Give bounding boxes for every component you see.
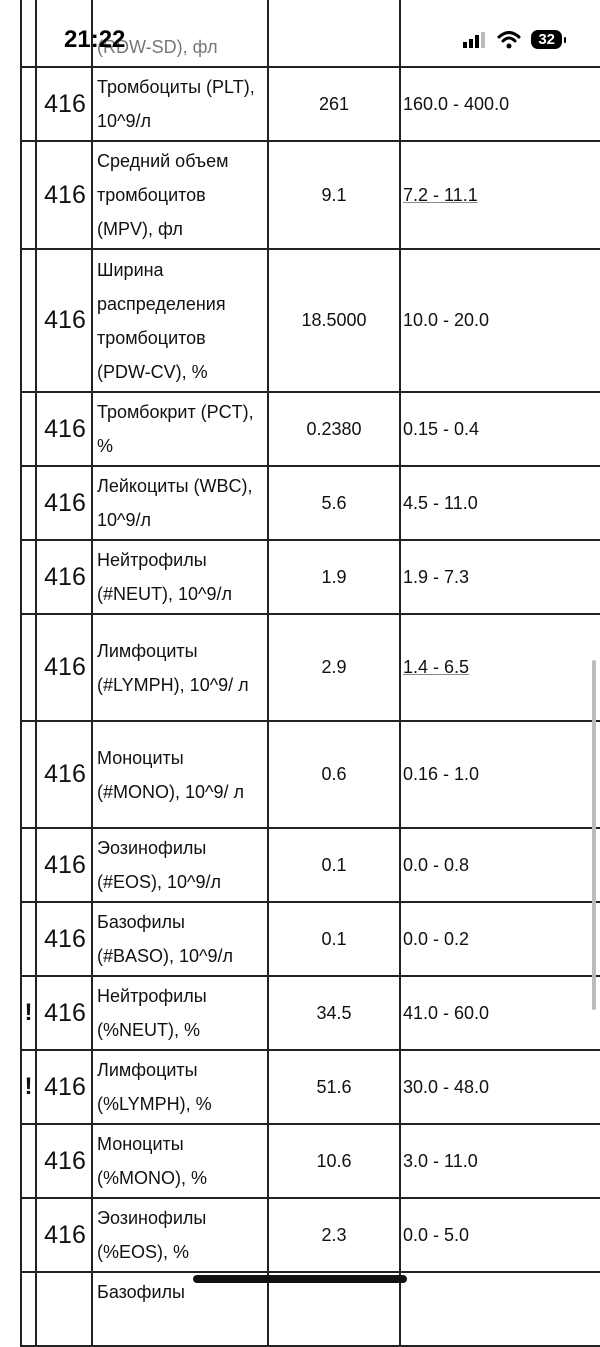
value-cell — [268, 392, 400, 466]
code-cell — [36, 1272, 92, 1346]
range-cell — [400, 466, 600, 540]
test-name: Лейкоциты (WBC), 10^9/л — [97, 476, 253, 530]
value-cell — [268, 249, 400, 392]
value-cell — [268, 1124, 400, 1198]
range-cell — [400, 392, 600, 466]
test-value: 0.1 — [321, 854, 347, 875]
test-code: 416 — [44, 488, 86, 517]
range-cell — [400, 976, 600, 1050]
flag-cell — [21, 0, 36, 67]
test-code: 416 — [44, 414, 86, 443]
value-cell — [268, 1198, 400, 1272]
test-value: 10.6 — [316, 1150, 352, 1171]
code-cell — [36, 1198, 92, 1272]
test-value: 9.1 — [321, 184, 347, 205]
value-cell — [268, 828, 400, 902]
scrollbar[interactable] — [592, 660, 596, 1010]
wifi-icon — [497, 31, 521, 49]
test-code: 416 — [44, 180, 86, 209]
flag-cell — [21, 1272, 36, 1346]
reference-range: 10.0 - 20.0 — [403, 310, 490, 330]
range-cell — [400, 249, 600, 392]
code-cell — [36, 392, 92, 466]
test-name: Базофилы (#BASO), 10^9/л — [97, 912, 234, 966]
table-row — [21, 614, 600, 721]
flag-cell — [21, 466, 36, 540]
table-row-partial-bottom — [21, 1272, 600, 1346]
test-code: 416 — [44, 562, 86, 591]
battery-icon: 32 — [531, 30, 562, 49]
flag-cell — [21, 1050, 36, 1124]
test-value: 1.9 — [321, 566, 347, 587]
test-name: (RDW-SD), фл — [97, 37, 218, 57]
test-name-cell — [92, 1124, 268, 1198]
lab-results-table — [20, 0, 600, 1347]
value-cell — [268, 141, 400, 249]
code-cell — [36, 721, 92, 828]
test-name-cell — [92, 67, 268, 141]
reference-range: 0.0 - 5.0 — [403, 1224, 470, 1245]
test-name: Тромбокрит (PCT), % — [97, 402, 254, 456]
code-cell — [36, 141, 92, 249]
reference-range: 160.0 - 400.0 — [403, 93, 510, 114]
table-row — [21, 1124, 600, 1198]
table-row — [21, 67, 600, 141]
home-indicator[interactable] — [193, 1275, 407, 1283]
test-value: 0.6 — [321, 764, 347, 784]
test-name: Лимфоциты (%LYMPH), % — [97, 1060, 212, 1114]
test-code: 416 — [44, 1072, 86, 1101]
test-name-cell — [92, 976, 268, 1050]
reference-range: 1.9 - 7.3 — [403, 566, 470, 587]
test-name-cell — [92, 466, 268, 540]
range-cell — [400, 902, 600, 976]
flag-cell — [21, 249, 36, 392]
test-code: 416 — [44, 850, 86, 879]
test-name-cell — [92, 141, 268, 249]
test-name-cell — [92, 540, 268, 614]
test-name-cell — [92, 392, 268, 466]
reference-range: 0.16 - 1.0 — [403, 764, 480, 784]
table-row — [21, 540, 600, 614]
value-cell — [268, 614, 400, 721]
reference-range: 0.0 - 0.8 — [403, 854, 470, 875]
flag-cell — [21, 721, 36, 828]
reference-range: 4.5 - 11.0 — [403, 492, 478, 513]
test-name: Ширина распределения тромбоцитов (PDW-CV), % — [97, 259, 226, 382]
test-name: Нейтрофилы (%NEUT), % — [97, 986, 207, 1040]
test-name: Тромбоциты (PLT), 10^9/л — [97, 77, 255, 131]
test-value: 5.6 — [321, 492, 347, 513]
range-cell — [400, 67, 600, 141]
code-cell — [36, 1124, 92, 1198]
test-code: 416 — [44, 653, 86, 681]
flag-cell — [21, 392, 36, 466]
table-row — [21, 1050, 600, 1124]
test-name-cell — [92, 828, 268, 902]
table-row — [21, 721, 600, 828]
flag-cell — [21, 141, 36, 249]
test-name-cell — [92, 902, 268, 976]
reference-range: 0.0 - 0.2 — [403, 928, 470, 949]
code-cell — [36, 466, 92, 540]
flag-marker: ! — [24, 999, 33, 1026]
table-row — [21, 902, 600, 976]
test-name-cell — [92, 614, 268, 721]
code-cell — [36, 1050, 92, 1124]
code-cell — [36, 976, 92, 1050]
test-code: 416 — [44, 760, 86, 788]
test-name-cell — [92, 1272, 268, 1346]
table-row — [21, 828, 600, 902]
test-name: Средний объем тромбоцитов (MPV), фл — [97, 151, 229, 239]
test-value: 0.2380 — [306, 418, 362, 439]
flag-cell — [21, 976, 36, 1050]
range-cell — [400, 828, 600, 902]
test-value: 261 — [318, 93, 350, 114]
flag-cell — [21, 67, 36, 141]
test-value: 2.3 — [321, 1224, 347, 1245]
test-name: Базофилы — [97, 1282, 185, 1302]
test-value: 34.5 — [316, 1002, 352, 1023]
code-cell — [36, 249, 92, 392]
test-name-cell — [92, 249, 268, 392]
table-row — [21, 392, 600, 466]
value-cell — [268, 1050, 400, 1124]
test-name: Моноциты (%MONO), % — [97, 1134, 207, 1188]
test-code: 416 — [44, 306, 86, 334]
value-cell — [268, 466, 400, 540]
table-row — [21, 466, 600, 540]
code-cell — [36, 902, 92, 976]
value-cell — [268, 721, 400, 828]
flag-cell — [21, 1124, 36, 1198]
reference-range: 7.2 - 11.1 — [403, 184, 478, 205]
range-cell — [400, 1124, 600, 1198]
code-cell — [36, 614, 92, 721]
range-cell — [400, 141, 600, 249]
test-name: Эозинофилы (#EOS), 10^9/л — [97, 838, 221, 892]
test-value: 0.1 — [321, 928, 347, 949]
test-value: 2.9 — [321, 657, 347, 677]
range-cell — [400, 540, 600, 614]
test-name-cell — [92, 1050, 268, 1124]
value-cell — [268, 0, 400, 67]
flag-cell — [21, 1198, 36, 1272]
status-time: 21:22 — [64, 26, 126, 53]
reference-range: 1.4 - 6.5 — [403, 657, 470, 677]
code-cell — [36, 67, 92, 141]
flag-cell — [21, 540, 36, 614]
test-name-cell — [92, 721, 268, 828]
test-name: Нейтрофилы (#NEUT), 10^9/л — [97, 550, 232, 604]
test-code: 416 — [44, 1220, 86, 1249]
table-row — [21, 249, 600, 392]
status-icons — [463, 30, 562, 49]
flag-cell — [21, 828, 36, 902]
signal-icon — [463, 32, 487, 48]
range-cell — [400, 721, 600, 828]
test-value: 18.5000 — [301, 310, 367, 330]
range-cell — [400, 614, 600, 721]
reference-range: 30.0 - 48.0 — [403, 1076, 490, 1097]
test-name: Моноциты (#MONO), 10^9/ л — [97, 747, 244, 802]
table-row — [21, 976, 600, 1050]
test-name-cell — [92, 1198, 268, 1272]
test-name: Лимфоциты (#LYMPH), 10^9/ л — [97, 640, 249, 695]
value-cell — [268, 1272, 400, 1346]
code-cell — [36, 828, 92, 902]
test-code: 416 — [44, 1146, 86, 1175]
value-cell — [268, 976, 400, 1050]
flag-cell — [21, 614, 36, 721]
reference-range: 41.0 - 60.0 — [403, 1002, 490, 1023]
value-cell — [268, 540, 400, 614]
test-code: 416 — [44, 998, 86, 1027]
range-cell — [400, 1272, 600, 1346]
table-row — [21, 141, 600, 249]
range-cell — [400, 1198, 600, 1272]
value-cell — [268, 67, 400, 141]
table-row — [21, 1198, 600, 1272]
flag-cell — [21, 902, 36, 976]
code-cell — [36, 540, 92, 614]
value-cell — [268, 902, 400, 976]
reference-range: 3.0 - 11.0 — [403, 1150, 478, 1171]
flag-marker: ! — [24, 1073, 33, 1100]
test-code: 416 — [44, 924, 86, 953]
test-value: 51.6 — [316, 1076, 352, 1097]
reference-range: 0.15 - 0.4 — [403, 418, 480, 439]
range-cell — [400, 1050, 600, 1124]
test-name: Эозинофилы (%EOS), % — [97, 1208, 207, 1262]
test-code: 416 — [44, 89, 86, 118]
